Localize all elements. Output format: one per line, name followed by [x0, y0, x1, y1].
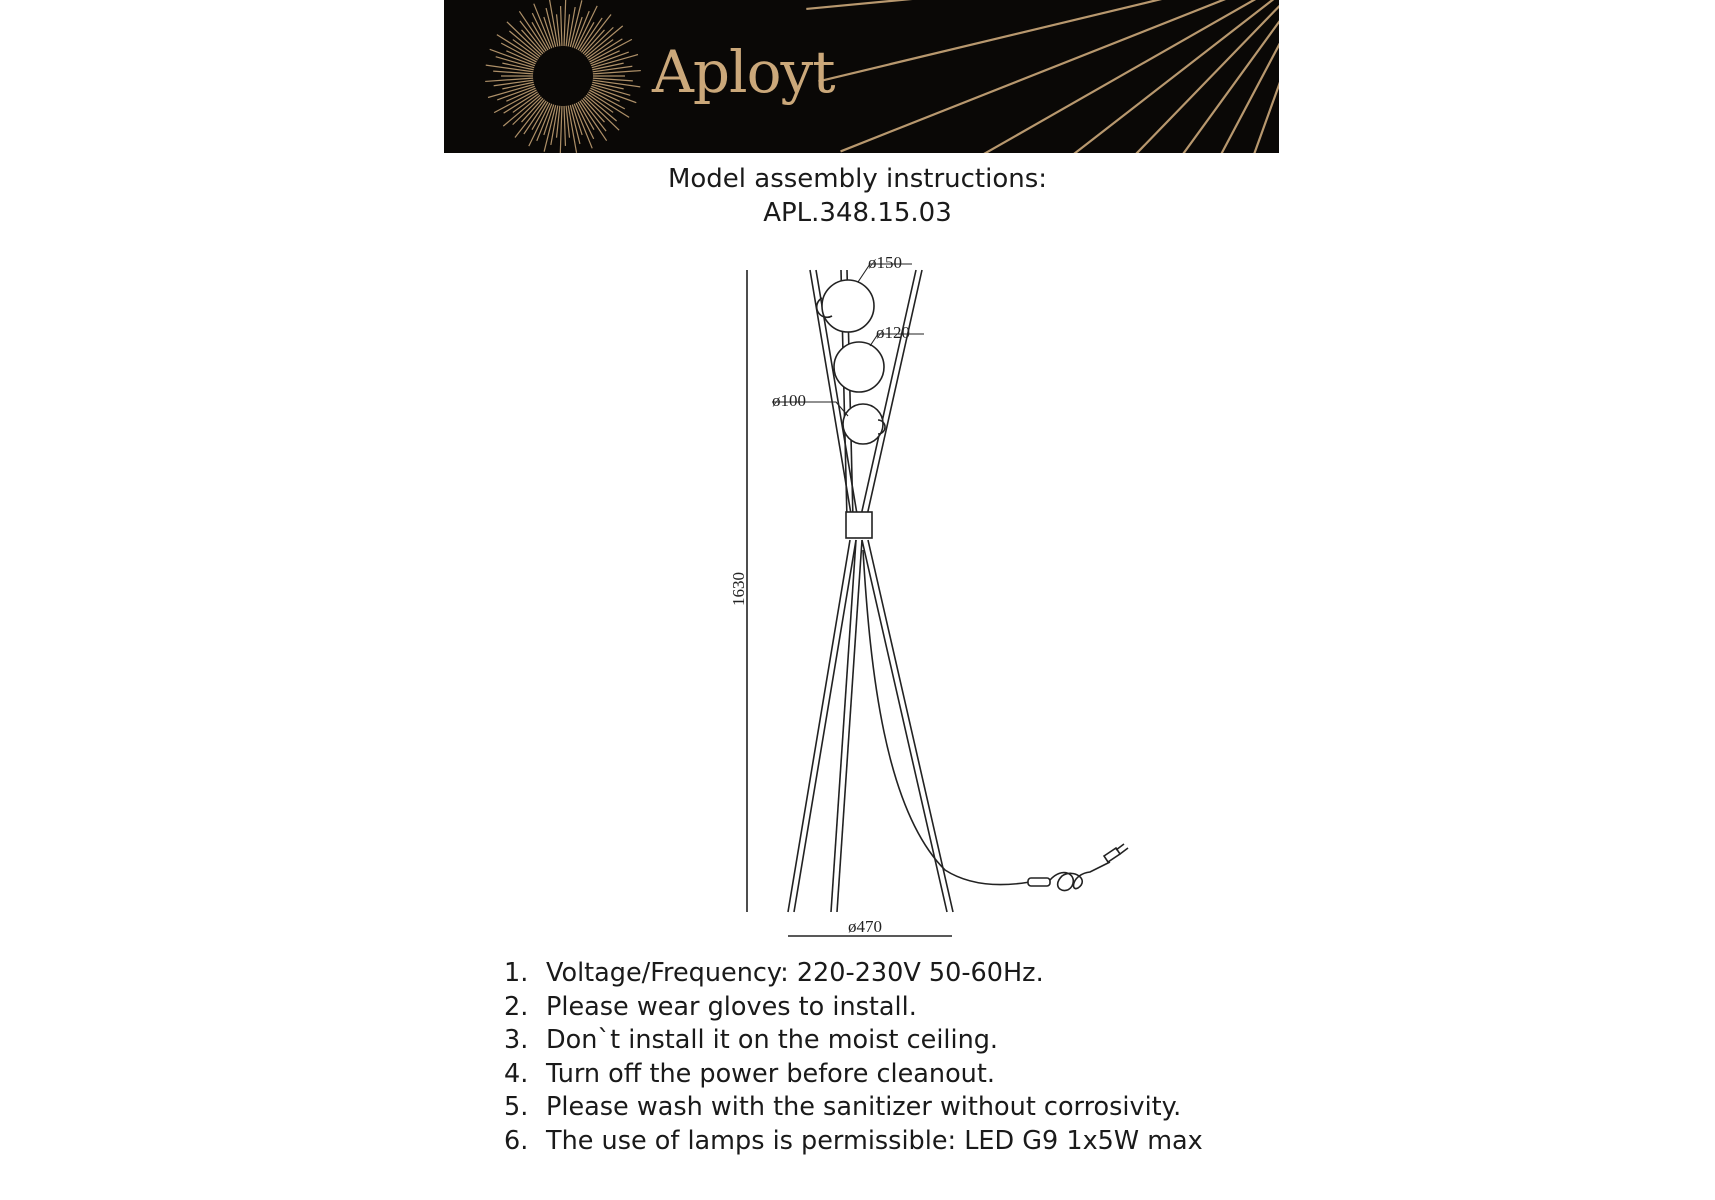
- instruction-item: 5. Please wash with the sanitizer without corrosivity.: [504, 1092, 1182, 1122]
- plug-pin: [1116, 844, 1124, 850]
- plug-pin: [1120, 848, 1128, 854]
- shade-medium: [834, 342, 884, 392]
- instruction-item: 1. Voltage/Frequency: 220-230V 50-60Hz.: [504, 958, 1044, 988]
- sun-ray: [806, 0, 1264, 9]
- lamp-technical-drawing: [700, 250, 1160, 950]
- instructions-list: [504, 957, 1203, 1158]
- sun-ray: [588, 92, 629, 117]
- instruction-item: 3. Don`t install it on the moist ceiling.: [504, 1025, 999, 1055]
- page-title: Model assembly instructions:: [667, 164, 1048, 194]
- label-shade-small: ø100: [772, 391, 806, 410]
- lamp-leg: [794, 540, 856, 912]
- plug-icon: [1104, 848, 1120, 862]
- brand-banner: [444, 0, 1279, 153]
- sun-ray: [497, 35, 538, 60]
- sun-ray: [560, 106, 562, 153]
- sun-ray: [564, 106, 565, 146]
- brand-logo: Aployt: [652, 38, 835, 106]
- label-shade-large: ø150: [868, 253, 902, 272]
- shade-large: [822, 280, 874, 332]
- inline-switch: [1028, 878, 1050, 886]
- lamp-leg: [831, 540, 856, 912]
- label-height: 1630: [729, 572, 748, 606]
- sun-ray: [818, 0, 1265, 81]
- sun-ray: [1148, 16, 1279, 153]
- sun-ray: [841, 0, 1269, 151]
- sunburst-decoration: [444, 0, 1279, 153]
- sun-ray: [962, 3, 1279, 153]
- instruction-item: 2. Please wear gloves to install.: [504, 991, 917, 1022]
- sun-ray: [564, 0, 566, 46]
- label-shade-medium: ø120: [876, 323, 910, 342]
- lamp-leg: [868, 540, 953, 912]
- model-number: APL.348.15.03: [763, 198, 952, 228]
- sun-ray: [913, 0, 1276, 153]
- instruction-item: 6. The use of lamps is permissible: LED G9 1x5W max: [504, 1125, 1203, 1156]
- shade-small: [843, 404, 883, 444]
- connector-block: [846, 512, 872, 538]
- sun-logo-icon: [537, 50, 589, 102]
- lamp-leg: [862, 540, 947, 912]
- sun-ray: [561, 6, 562, 46]
- label-base-diameter: ø470: [848, 917, 882, 936]
- coiled-cord: [1050, 862, 1110, 891]
- instruction-item: 4. Turn off the power before cleanout.: [504, 1058, 995, 1089]
- power-cable: [863, 550, 1030, 885]
